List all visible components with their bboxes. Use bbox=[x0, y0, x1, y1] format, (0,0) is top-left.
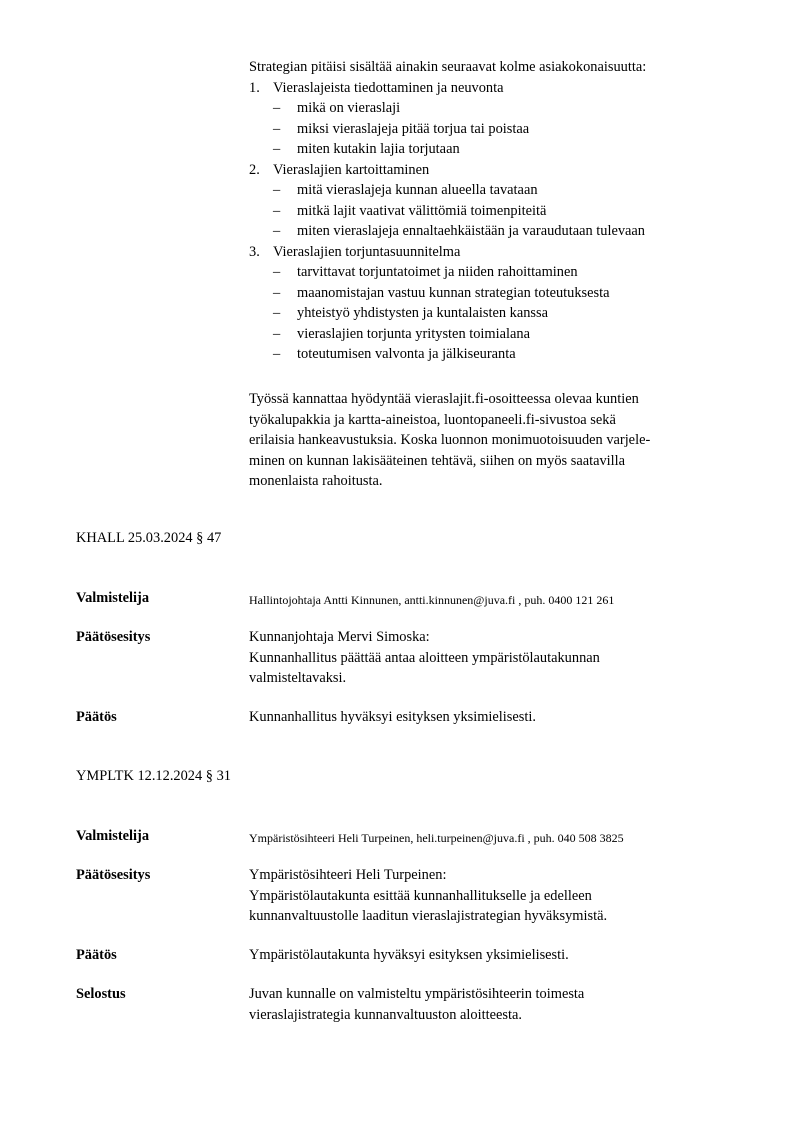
ympltk-esitys-row bbox=[76, 865, 756, 927]
khall-valmistelija-row bbox=[76, 588, 756, 611]
dash-bullet: – bbox=[273, 264, 281, 280]
sub-item-text: miten vieraslajeja ennaltaehkäistään ja varaudutaan tulevaan bbox=[297, 223, 646, 239]
paragraph-line: minen on kunnan lakisääteinen tehtävä, siihen on myös saatavilla bbox=[249, 452, 626, 469]
ympltk-valmistelija-row bbox=[76, 826, 756, 849]
paatos-label: Päätös bbox=[76, 709, 117, 725]
paatosesitys-text bbox=[249, 865, 756, 927]
item-label: Vieraslajien torjuntasuunnitelma bbox=[273, 243, 461, 260]
sub-item bbox=[249, 283, 739, 304]
sub-item-text: tarvittavat torjuntatoimet ja niiden rahoittaminen bbox=[297, 264, 578, 280]
dash-bullet: – bbox=[273, 202, 281, 219]
item-number: 3. bbox=[249, 243, 260, 260]
sub-item-text: maanomistajan vastuu kunnan strategian toteutuksesta bbox=[297, 284, 610, 301]
sub-item-text: toteutumisen valvonta ja jälkiseuranta bbox=[297, 346, 516, 362]
strategy-item bbox=[249, 78, 739, 160]
sub-item bbox=[249, 180, 739, 201]
item-label: Vieraslajeista tiedottaminen ja neuvonta bbox=[273, 79, 504, 96]
sub-item bbox=[249, 344, 739, 365]
paatosesitys-label: Päätösesitys bbox=[76, 867, 151, 883]
khall-meeting-ref: KHALL 25.03.2024 § 47 bbox=[76, 530, 222, 546]
strategy-intro: Strategian pitäisi sisältää ainakin seuraavat kolme asiakokonaisuutta: bbox=[249, 59, 647, 75]
sub-item bbox=[249, 324, 739, 345]
selostus-line: vieraslajistrategia kunnanvaltuuston aloitteesta. bbox=[249, 1006, 522, 1023]
sub-list bbox=[249, 262, 739, 365]
item-label: Vieraslajien kartoittaminen bbox=[273, 161, 430, 178]
paragraph-line: erilaisia hankeavustuksia. Koska luonnon monimuotoisuuden varjele- bbox=[249, 432, 651, 448]
dash-bullet: – bbox=[273, 305, 281, 321]
sub-list bbox=[249, 98, 739, 160]
item-number: 2. bbox=[249, 161, 260, 178]
selostus-line: Juvan kunnalle on valmisteltu ympäristösihteerin toimesta bbox=[249, 986, 585, 1002]
sub-item-text: mitä vieraslajeja kunnan alueella tavataan bbox=[297, 182, 538, 198]
sub-item-text: miten kutakin lajia torjutaan bbox=[297, 141, 460, 157]
item-number: 1. bbox=[249, 79, 260, 96]
sub-item bbox=[249, 139, 739, 160]
valmistelija-label: Valmistelija bbox=[76, 590, 150, 606]
valmistelija-text: Hallintojohtaja Antti Kinnunen, antti.kinnunen@juva.fi , puh. 0400 121 261 bbox=[249, 593, 615, 607]
khall-esitys-row bbox=[76, 627, 756, 689]
sub-list bbox=[249, 180, 739, 242]
sub-item-text: miksi vieraslajeja pitää torjua tai poistaa bbox=[297, 120, 530, 137]
strategy-item bbox=[249, 160, 739, 242]
valmistelija-text: Ympäristösihteeri Heli Turpeinen, heli.turpeinen@juva.fi , puh. 040 508 3825 bbox=[249, 831, 624, 845]
paatos-text: Ympäristölautakunta hyväksyi esityksen yksimielisesti. bbox=[249, 947, 569, 963]
sub-item-text: yhteistyö yhdistysten ja kuntalaisten kanssa bbox=[297, 305, 548, 321]
sub-item-text: mitkä lajit vaativat välittömiä toimenpiteitä bbox=[297, 202, 547, 219]
paatosesitys-line: Kunnanjohtaja Mervi Simoska: bbox=[249, 629, 430, 645]
paatosesitys-label: Päätösesitys bbox=[76, 629, 151, 645]
dash-bullet: – bbox=[273, 284, 281, 301]
paatosesitys-line: Ympäristölautakunta esittää kunnanhallitukselle ja edelleen bbox=[249, 887, 592, 904]
sub-item bbox=[249, 262, 739, 283]
dash-bullet: – bbox=[273, 120, 281, 137]
sub-item bbox=[249, 98, 739, 119]
ympltk-paatos-row bbox=[76, 945, 756, 966]
sub-item bbox=[249, 303, 739, 324]
paatos-label: Päätös bbox=[76, 947, 117, 963]
paragraph-line: monenlaista rahoitusta. bbox=[249, 473, 383, 489]
paragraph-line: työkalupakkia ja kartta-aineistoa, luontopaneeli.fi-sivustoa sekä bbox=[249, 411, 616, 428]
dash-bullet: – bbox=[273, 223, 281, 239]
dash-bullet: – bbox=[273, 141, 281, 157]
sub-item-text: mikä on vieraslaji bbox=[297, 100, 401, 116]
paatosesitys-line: Kunnanhallitus päättää antaa aloitteen ympäristölautakunnan bbox=[249, 649, 600, 666]
paatosesitys-line: kunnanvaltuustolle laaditun vieraslajistrategian hyväksymistä. bbox=[249, 908, 608, 924]
selostus-label: Selostus bbox=[76, 986, 126, 1002]
ympltk-meeting-ref: YMPLTK 12.12.2024 § 31 bbox=[76, 768, 231, 784]
khall-paatos-row bbox=[76, 707, 756, 728]
sub-item bbox=[249, 221, 739, 242]
paatosesitys-line: valmisteltavaksi. bbox=[249, 670, 347, 686]
dash-bullet: – bbox=[273, 182, 281, 198]
paragraph-line: Työssä kannattaa hyödyntää vieraslajit.fi-osoitteessa olevaa kuntien bbox=[249, 391, 639, 407]
sub-item-text: vieraslajien torjunta yritysten toimialana bbox=[297, 325, 530, 342]
selostus-text bbox=[249, 984, 756, 1025]
strategy-section bbox=[249, 57, 739, 365]
strategy-item bbox=[249, 242, 739, 365]
paatosesitys-line: Ympäristösihteeri Heli Turpeinen: bbox=[249, 867, 447, 883]
strategy-list bbox=[249, 78, 739, 365]
dash-bullet: – bbox=[273, 346, 281, 362]
valmistelija-label: Valmistelija bbox=[76, 828, 150, 844]
dash-bullet: – bbox=[273, 325, 281, 342]
dash-bullet: – bbox=[273, 100, 281, 116]
ympltk-selostus-row bbox=[76, 984, 756, 1025]
sub-item bbox=[249, 119, 739, 140]
paatosesitys-text bbox=[249, 627, 756, 689]
paatos-text: Kunnanhallitus hyväksyi esityksen yksimielisesti. bbox=[249, 709, 536, 725]
sub-item bbox=[249, 201, 739, 222]
work-paragraph bbox=[249, 389, 739, 492]
